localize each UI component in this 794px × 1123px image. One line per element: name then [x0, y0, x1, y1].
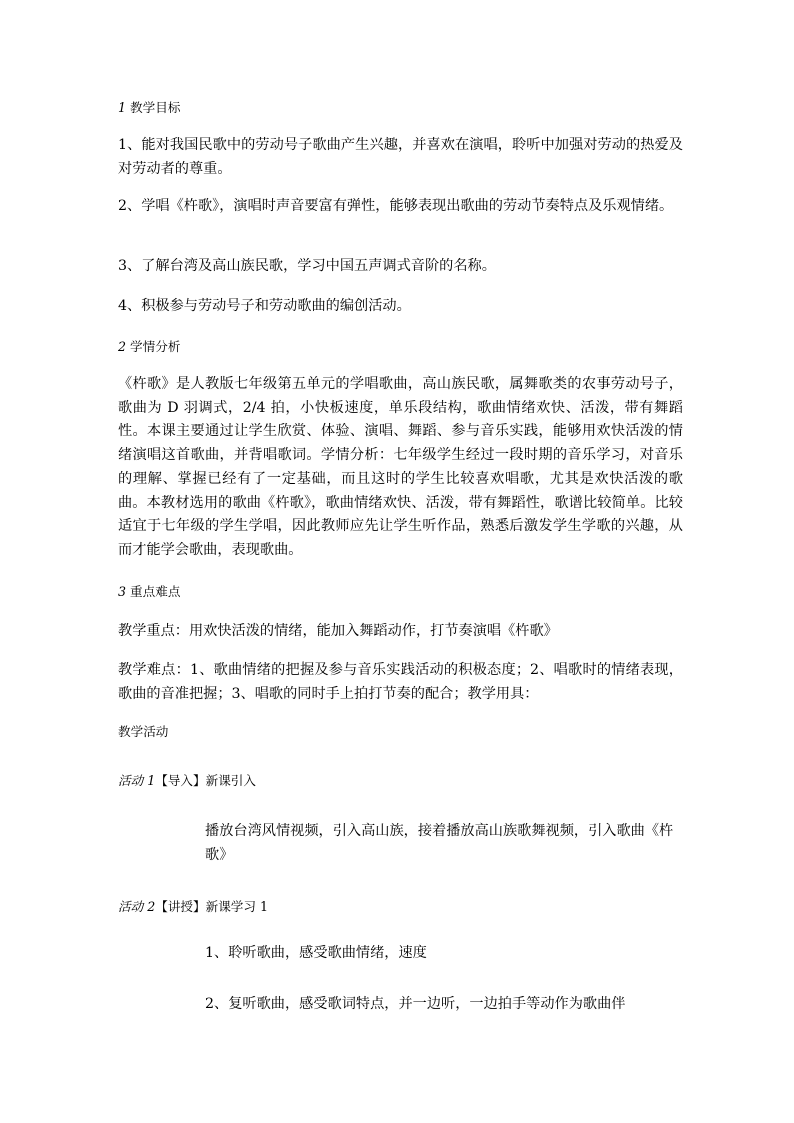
section-heading-analysis: 2 学情分析 [118, 339, 181, 354]
section-heading-keypoints: 3 重点难点 [118, 584, 181, 599]
goal-4: 4、积极参与劳动号子和劳动歌曲的编创活动。 [118, 298, 411, 314]
goal-1: 1、能对我国民歌中的劳动号子歌曲产生兴趣，并喜欢在演唱，聆听中加强对劳动的热爱及对劳动者的尊重。 [118, 137, 683, 177]
activities-heading: 教学活动 [118, 724, 169, 739]
analysis-paragraph: 《杵歌》是人教版七年级第五单元的学唱歌曲，高山族民歌，属舞歌类的农事劳动号子，歌曲为 D 羽调式，2/4 拍，小快板速度，单乐段结构，歌曲情绪欢快、活泼，带有舞蹈性。本课主要通过让学生欣赏、体验、演唱、舞蹈、参与音乐实践，能够用欢快活泼的情绪演唱这首歌曲，并背唱歌词。学情分析：七年级学生经过一段时期的音乐学习，对音乐的理解、掌握已经有了一定基础，而且这时的学生比较喜欢唱歌，尤其是欢快活泼的歌曲。本教材选用的歌曲《杵歌》，歌曲情绪欢快、活泼，带有舞蹈性，歌谱比较简单。比较适宜于七年级的学生学唱，因此教师应先让学生听作品，熟悉后激发学生学歌的兴趣，从而才能学会歌曲，表现歌曲。 [118, 376, 683, 558]
activity-1-heading: 活动 1【导入】新课引入 [118, 773, 256, 788]
difficulty-paragraph: 教学难点：1、歌曲情绪的把握及参与音乐实践活动的积极态度；2、唱歌时的情绪表现，歌曲的音准把握；3、唱歌的同时手上拍打节奏的配合；教学用具： [118, 662, 683, 702]
activity-1-content: 播放台湾风情视频，引入高山族，接着播放高山族歌舞视频，引入歌曲《杵歌》 [205, 823, 674, 863]
activity-2-item-2: 2、复听歌曲，感受歌词特点，并一边听，一边拍手等动作为歌曲伴 [205, 996, 626, 1012]
section-heading-goals: 1 教学目标 [118, 100, 181, 115]
activity-2-item-1: 1、聆听歌曲，感受歌曲情绪，速度 [205, 945, 427, 961]
goal-2: 2、学唱《杵歌》，演唱时声音要富有弹性，能够表现出歌曲的劳动节奏特点及乐观情绪。 [118, 198, 674, 214]
key-point: 教学重点：用欢快活泼的情绪，能加入舞蹈动作，打节奏演唱《杵歌》 [118, 623, 558, 639]
goal-3: 3、了解台湾及高山族民歌，学习中国五声调式音阶的名称。 [118, 258, 496, 274]
activity-2-heading: 活动 2【讲授】新课学习 1 [118, 899, 268, 914]
